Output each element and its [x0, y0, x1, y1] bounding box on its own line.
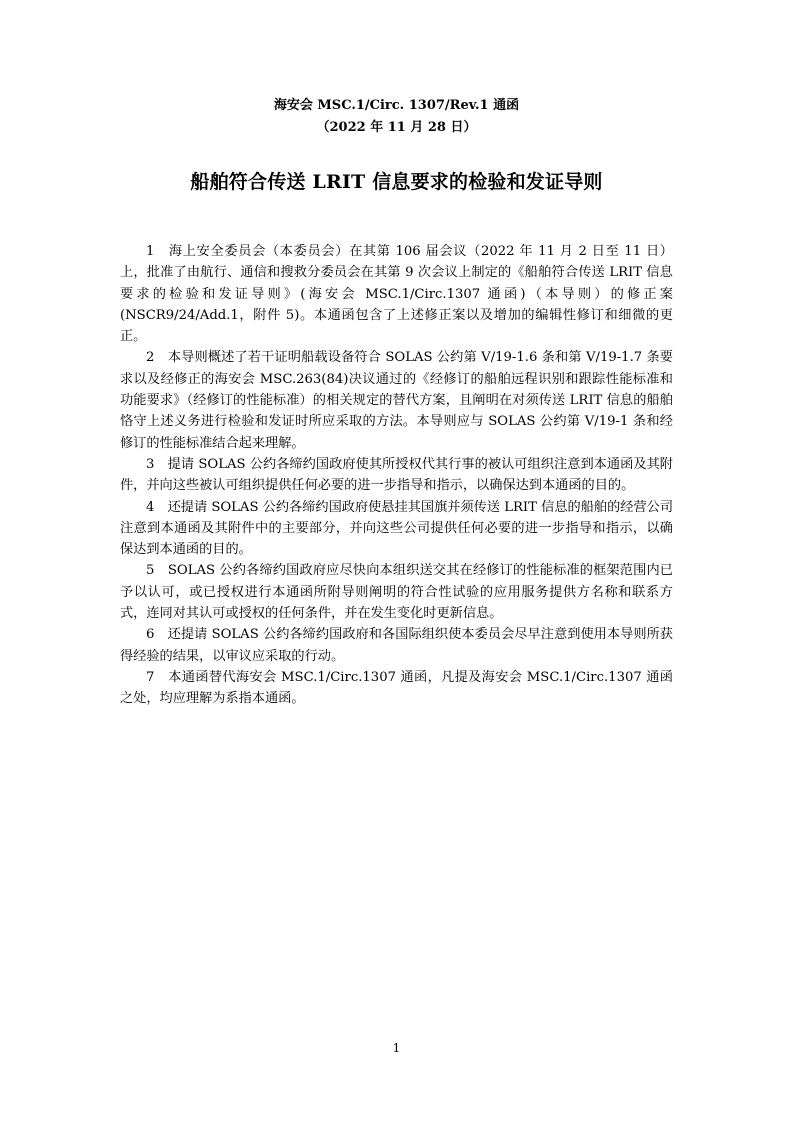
page-number: 1 — [392, 1041, 401, 1055]
paragraph-3: 3 提请 SOLAS 公约各缔约国政府使其所授权代其行事的被认可组织注意到本通函及其附件，并向这些被认可组织提供任何必要的进一步指导和指示，以确保达到本通函的目的。 — [120, 456, 673, 494]
paragraph-2: 2 本导则概述了若干证明船载设备符合 SOLAS 公约第 V/19-1.6 条和第 V/19-1.7 条要求以及经修正的海安会 MSC.263(84)决议通过的《经修订的船舶远程识别和跟踪性能标准和功能要求》（经修订的性能标准）的相关规定的替代方案，且阐明在对须传送 LRIT 信息的船舶恪守上述义务进行检验和发证时所应采取的方法。本导则应与 SOLAS 公约第 V/19-1 条和经修订的性能标准结合起来理解。 — [120, 350, 673, 451]
document-body — [120, 241, 673, 710]
paragraph-1: 1 海上安全委员会（本委员会）在其第 106 届会议（2022 年 11 月 2 日至 11 日）上，批准了由航行、通信和搜救分委员会在其第 9 次会议上制定的《船舶符合传送 LRIT 信息要求的检验和发证导则》(海安会 MSC.1/Circ.1307 通函)（本导则）的修正案(NSCR9/24/Add.1，附件 5)。本通函包含了上述修正案以及增加的编辑性修订和细微的更正。 — [120, 244, 673, 345]
paragraph-4: 4 还提请 SOLAS 公约各缔约国政府使悬挂其国旗并须传送 LRIT 信息的船舶的经营公司注意到本通函及其附件中的主要部分，并向这些公司提供任何必要的进一步指导和指示，以确保达到本通函的目的。 — [120, 499, 674, 558]
circular-reference: 海安会 MSC.1/Circ. 1307/Rev.1 通函 — [273, 98, 520, 113]
paragraph-7: 7 本通函替代海安会 MSC.1/Circ.1307 通函，凡提及海安会 MSC.1/Circ.1307 通函之处，均应理解为系指本通函。 — [120, 669, 673, 707]
paragraph-5: 5 SOLAS 公约各缔约国政府应尽快向本组织送交其在经修订的性能标准的框架范围内已予以认可，或已授权进行本通函所附导则阐明的符合性试验的应用服务提供方名称和联系方式，连同对其认可或授权的任何条件，并在发生变化时更新信息。 — [120, 563, 673, 622]
circular-date: （2022 年 11 月 28 日） — [316, 120, 477, 135]
paragraph-6: 6 还提请 SOLAS 公约各缔约国政府和各国际组织使本委员会尽早注意到使用本导则所获得经验的结果，以审议应采取的行动。 — [120, 627, 673, 664]
document-title: 船舶符合传送 LRIT 信息要求的检验和发证导则 — [190, 171, 603, 193]
